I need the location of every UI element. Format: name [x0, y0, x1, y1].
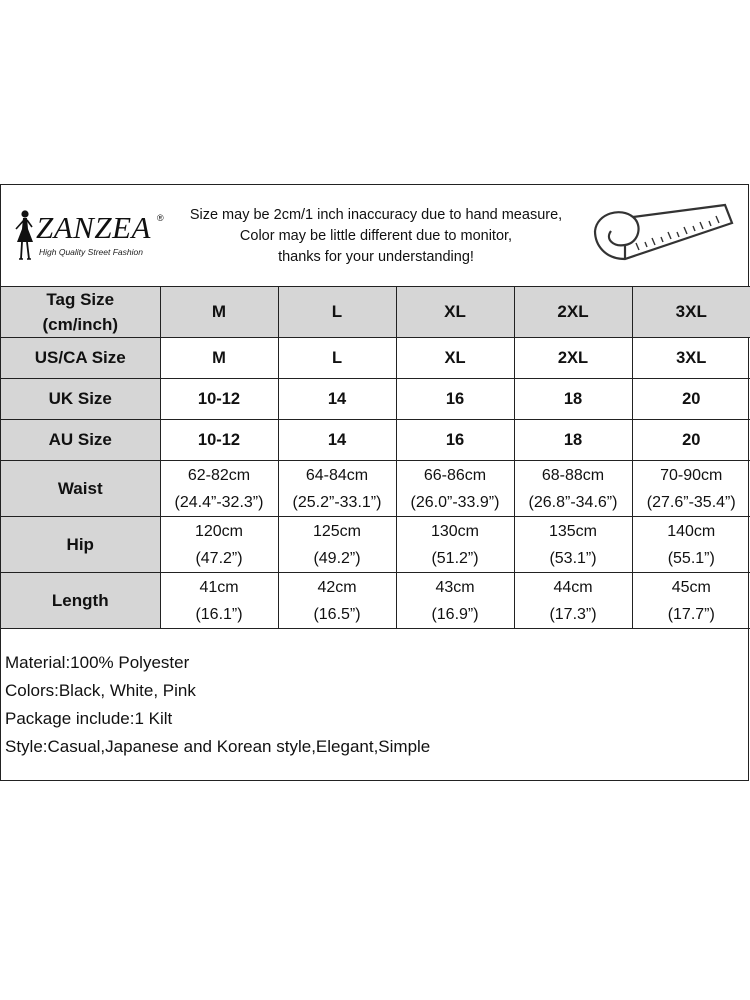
- brand-name: ZANZEA: [36, 210, 151, 245]
- size-header-cell: XL: [396, 287, 514, 338]
- table-cell: [396, 461, 514, 517]
- table-row-uk: [1, 379, 750, 420]
- inch-value: (53.1”): [549, 549, 597, 567]
- product-details: [5, 649, 430, 761]
- cm-value: 125cm: [312, 522, 362, 540]
- tag-label-line: Tag Size: [46, 290, 115, 309]
- inch-value: (16.1”): [195, 605, 243, 623]
- size-table: [1, 286, 750, 629]
- table-cell: [160, 461, 278, 517]
- cm-value: 140cm: [667, 522, 716, 540]
- inch-value: (26.8”-34.6”): [528, 493, 618, 511]
- detail-colors: Colors:Black, White, Pink: [5, 681, 196, 700]
- size-header-cell: M: [160, 287, 278, 338]
- table-cell: [278, 573, 396, 629]
- cm-value: 44cm: [553, 578, 593, 596]
- brand-logo: [11, 207, 166, 267]
- measurement-notice: [171, 205, 581, 268]
- table-cell: 20: [632, 420, 750, 461]
- cm-value: 66-86cm: [423, 466, 487, 484]
- cm-value: 130cm: [430, 522, 480, 540]
- inch-value: (27.6”-35.4”): [646, 493, 736, 511]
- table-cell: 18: [514, 379, 632, 420]
- chart-header: [1, 185, 749, 286]
- tag-label-unit: (cm/inch): [42, 315, 119, 334]
- inch-value: (16.9”): [431, 605, 479, 623]
- cm-value: 42cm: [317, 578, 357, 596]
- woman-silhouette-icon: [11, 209, 37, 263]
- table-cell: [514, 517, 632, 573]
- table-cell: [514, 573, 632, 629]
- table-cell: [632, 517, 750, 573]
- inch-value: (26.0”-33.9”): [410, 493, 500, 511]
- row-label: Waist: [1, 461, 160, 517]
- table-row-au: [1, 420, 750, 461]
- size-header-cell: 2XL: [514, 287, 632, 338]
- cm-value: 43cm: [435, 578, 475, 596]
- table-row-hip: [1, 517, 750, 573]
- table-row-waist: [1, 461, 750, 517]
- table-cell: [396, 517, 514, 573]
- inch-value: (17.3”): [549, 605, 597, 623]
- table-cell: M: [160, 338, 278, 379]
- inch-value: (47.2”): [195, 549, 243, 567]
- tape-measure-icon: [587, 197, 737, 277]
- table-cell: [160, 517, 278, 573]
- inch-value: (16.5”): [313, 605, 361, 623]
- table-cell: L: [278, 338, 396, 379]
- detail-style: Style:Casual,Japanese and Korean style,Elegant,Simple: [5, 737, 431, 756]
- table-cell: [632, 461, 750, 517]
- table-cell: [514, 461, 632, 517]
- size-chart-sheet: [0, 184, 749, 781]
- table-cell: [632, 573, 750, 629]
- cm-value: 120cm: [194, 522, 244, 540]
- inch-value: (49.2”): [313, 549, 361, 567]
- inch-value: (24.4”-32.3”): [174, 493, 264, 511]
- cm-value: 70-90cm: [660, 466, 723, 484]
- notice-line: thanks for your understanding!: [278, 249, 474, 265]
- table-cell: XL: [396, 338, 514, 379]
- detail-material: Material:100% Polyester: [5, 653, 190, 672]
- table-cell: [396, 573, 514, 629]
- table-row-tag-size: [1, 287, 750, 338]
- row-label: Hip: [1, 517, 160, 573]
- table-cell: 10-12: [160, 379, 278, 420]
- table-cell: 16: [396, 420, 514, 461]
- registered-mark: ®: [157, 213, 164, 223]
- table-row-us-ca: [1, 338, 750, 379]
- inch-value: (25.2”-33.1”): [292, 493, 382, 511]
- cm-value: 41cm: [199, 578, 239, 596]
- cm-value: 62-82cm: [187, 466, 251, 484]
- table-cell: 3XL: [632, 338, 750, 379]
- cm-value: 68-88cm: [541, 466, 605, 484]
- notice-line: Color may be little different due to monitor,: [239, 228, 513, 244]
- inch-value: (55.1”): [667, 549, 715, 567]
- row-label: US/CA Size: [1, 338, 160, 379]
- row-label: [1, 287, 160, 338]
- cm-value: 135cm: [548, 522, 598, 540]
- table-row-length: [1, 573, 750, 629]
- table-cell: 18: [514, 420, 632, 461]
- table-cell: 14: [278, 420, 396, 461]
- inch-value: (17.7”): [667, 605, 715, 623]
- table-cell: [160, 573, 278, 629]
- table-cell: [278, 517, 396, 573]
- detail-package: Package include:1 Kilt: [5, 709, 173, 728]
- row-label: AU Size: [1, 420, 160, 461]
- notice-line: Size may be 2cm/1 inch inaccuracy due to hand measure,: [189, 207, 563, 223]
- cm-value: 64-84cm: [305, 466, 369, 484]
- row-label: UK Size: [1, 379, 160, 420]
- row-label: Length: [1, 573, 160, 629]
- size-header-cell: 3XL: [632, 287, 750, 338]
- table-cell: 14: [278, 379, 396, 420]
- table-cell: [278, 461, 396, 517]
- table-cell: 10-12: [160, 420, 278, 461]
- table-cell: 2XL: [514, 338, 632, 379]
- table-cell: 20: [632, 379, 750, 420]
- brand-tagline: High Quality Street Fashion: [39, 247, 143, 257]
- inch-value: (51.2”): [431, 549, 479, 567]
- cm-value: 45cm: [671, 578, 711, 596]
- table-cell: 16: [396, 379, 514, 420]
- size-header-cell: L: [278, 287, 396, 338]
